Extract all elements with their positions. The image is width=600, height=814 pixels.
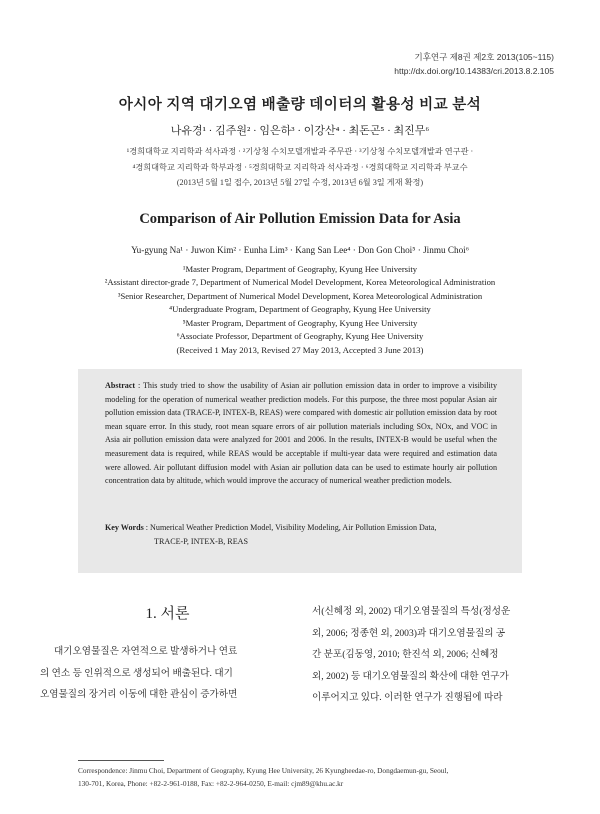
- journal-header: [394, 50, 554, 78]
- english-authors: Yu-gyung Na¹ · Juwon Kim² · Eunha Lim³ · Kang San Lee⁴ · Don Gon Choi⁵ · Jinmu Choi⁶: [131, 245, 469, 255]
- body-column-right: [312, 601, 560, 709]
- body-column-left: [40, 641, 296, 706]
- footnote-line: 130-701, Korea, Phone: +82-2-961-0188, Fax: +82-2-964-0250, E-mail: cjm89@khu.ac.kr: [78, 779, 344, 788]
- footnote-rule: [78, 760, 164, 761]
- english-affiliations: [0, 263, 600, 343]
- body-line: 간 분포(김동영, 2010; 한진석 외, 2006; 신혜정: [312, 649, 499, 660]
- keywords-line-2: TRACE-P, INTEX-B, REAS: [154, 536, 248, 546]
- english-affiliation-line: ²Assistant director-grade 7, Department of Numerical Model Development, Korea Meteorological Administration: [104, 277, 496, 288]
- keywords: [105, 521, 497, 548]
- body-line: 오염물질의 장거리 이동에 대한 관심이 증가하면: [40, 689, 238, 700]
- body-line: 외, 2006; 정종현 외, 2003)과 대기오염물질의 공: [312, 627, 506, 639]
- section-heading: 1. 서론: [145, 606, 190, 622]
- body-line: 외, 2002) 등 대기오염물질의 확산에 대한 연구가: [312, 670, 509, 682]
- correspondence-footnote: [78, 764, 522, 790]
- keywords-line-1: : Numerical Weather Prediction Model, Visibility Modeling, Air Pollution Emission Data,: [143, 523, 437, 532]
- journal-volume: 기후연구 제8권 제2호 2013(105~115): [414, 52, 554, 62]
- korean-affiliations: [0, 144, 600, 191]
- journal-doi[interactable]: http://dx.doi.org/10.14383/cri.2013.8.2.105: [394, 66, 554, 76]
- body-line: 의 연소 등 인위적으로 생성되어 배출된다. 대기: [40, 667, 233, 679]
- korean-authors: 나유경¹ · 김주원² · 임은하³ · 이강산⁴ · 최돈곤⁵ · 최진무⁶: [170, 125, 430, 137]
- english-affiliation-line: ⁴Undergraduate Program, Department of Geography, Kyung Hee University: [169, 304, 431, 315]
- english-affiliation-line: ⁵Master Program, Department of Geography, Kyung Hee University: [182, 317, 418, 328]
- received-dates: (Received 1 May 2013, Revised 27 May 2013, Accepted 3 June 2013): [176, 345, 424, 355]
- abstract: [105, 379, 497, 488]
- korean-affiliation-line: ⁴경희대학교 지리학과 학부과정 · ⁵경희대학교 지리학과 석사과정 · ⁶경희대학교 지리학과 부교수: [132, 162, 468, 172]
- english-affiliation-line: ¹Master Program, Department of Geography, Kyung Hee University: [182, 264, 418, 274]
- english-title: Comparison of Air Pollution Emission Data for Asia: [139, 211, 461, 227]
- english-affiliation-line: ³Senior Researcher, Department of Numerical Model Development, Korea Meteorological Administration: [117, 290, 483, 301]
- footnote-line: Correspondence: Jinmu Choi, Department of Geography, Kyung Hee University, 26 Kyungheedae-ro, Dongdaemun-gu, Seoul,: [78, 766, 449, 775]
- abstract-body: : This study tried to show the usability of Asian air pollution emission data in order to improve a visibility modeling for the operation of numerical weather prediction models. For this purpose, the three most popular Asian air pollution emission data (TRACE-P, INTEX-B, REAS) were compared with domestic air pollution emission data by root mean square error. In this study, root mean square errors of air pollution materials including SOx, NOx, and VOC in Asia air pollution emission data were analyzed for 2001 and 2006. In the results, INTEX-B would be useful when the measurement data is required, while REAS would be acceptable if multi-year data were required and estimation data were allowed. Air pollutant diffusion model with Asian air pollution data can be used to estimate hourly air pollution concentration data by altitude, which would improve the accuracy of numerical weather prediction models.: [105, 381, 497, 486]
- abstract-label: Abstract: [105, 381, 136, 390]
- korean-dates-line: (2013년 5월 1일 접수, 2013년 5월 27일 수정, 2013년 6월 3일 게재 확정): [176, 178, 424, 187]
- body-line: 대기오염물질은 자연적으로 발생하거나 연료: [54, 646, 238, 657]
- body-line: 서(신혜정 외, 2002) 대기오염물질의 특성(정성운: [312, 606, 511, 617]
- keywords-label: Key Words: [105, 523, 144, 532]
- korean-affiliation-line: ¹경희대학교 지리학과 석사과정 · ²기상청 수치모델개발과 주무관 · ³기상청 수치모델개발과 연구관 ·: [126, 147, 474, 156]
- english-affiliation-line: ⁶Associate Professor, Department of Geography, Kyung Hee University: [176, 331, 424, 342]
- korean-title: 아시아 지역 대기오염 배출량 데이터의 활용성 비교 분석: [118, 97, 482, 113]
- body-line: 이루어지고 있다. 이러한 연구가 진행됨에 따라: [312, 692, 503, 703]
